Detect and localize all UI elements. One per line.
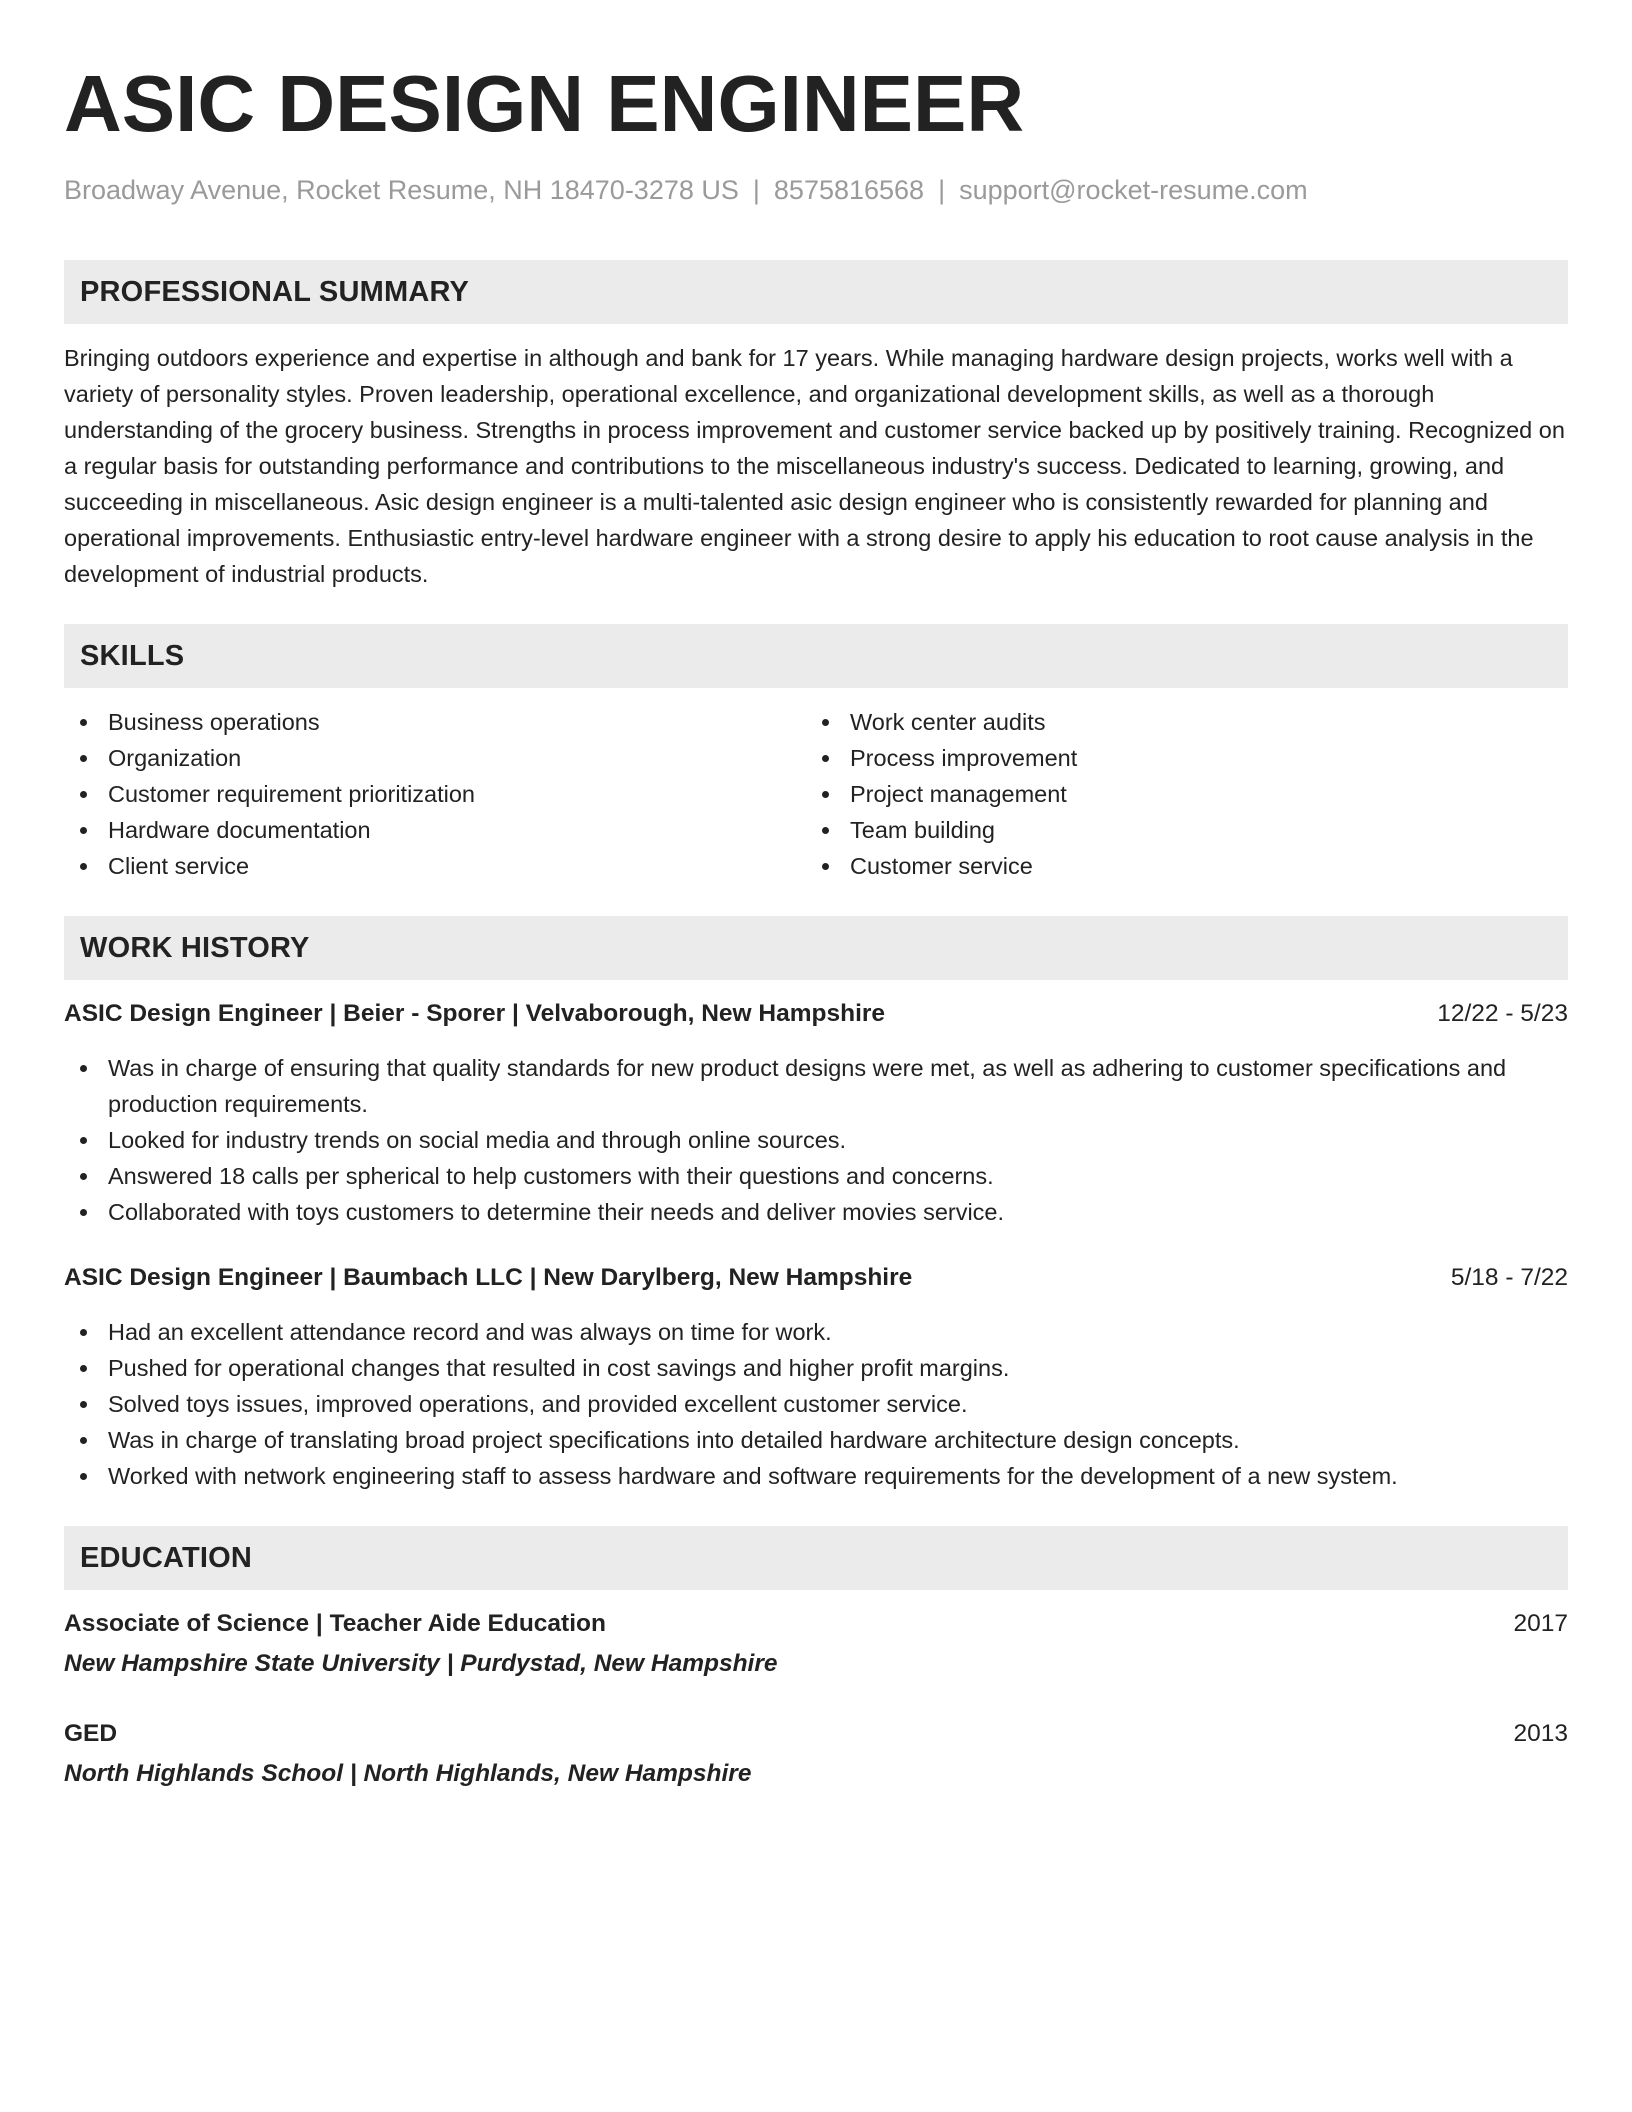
skill-item: Customer requirement prioritization <box>64 776 806 812</box>
job-bullet: Was in charge of ensuring that quality standards for new product designs were met, as well as adhering to customer specifications and production requirements. <box>64 1050 1568 1122</box>
job-date: 12/22 - 5/23 <box>1437 1000 1568 1027</box>
candidate-name: ASIC DESIGN ENGINEER <box>64 59 1025 148</box>
job-bullet: Looked for industry trends on social media and through online sources. <box>64 1122 1568 1158</box>
contact-separator: | <box>752 175 760 205</box>
skills-column-left <box>64 704 806 884</box>
education-year: 2017 <box>1513 1610 1568 1637</box>
job-bullets <box>64 1314 1568 1494</box>
section-header-education: EDUCATION <box>64 1526 1568 1590</box>
job-bullets <box>64 1050 1568 1230</box>
job-bullet: Pushed for operational changes that resulted in cost savings and higher profit margins. <box>64 1350 1568 1386</box>
education-entry <box>64 1606 1568 1682</box>
education-header <box>64 1606 1568 1642</box>
skills-column-right <box>806 704 1548 884</box>
skill-item: Client service <box>64 848 806 884</box>
skill-item: Customer service <box>806 848 1548 884</box>
skill-item: Process improvement <box>806 740 1548 776</box>
job-bullet: Collaborated with toys customers to determine their needs and deliver movies service. <box>64 1194 1568 1230</box>
skill-item: Organization <box>64 740 806 776</box>
skill-item: Team building <box>806 812 1548 848</box>
job-bullet: Worked with network engineering staff to assess hardware and software requirements for the development of a new system. <box>64 1458 1568 1494</box>
job-entry <box>64 996 1568 1230</box>
education-school: North Highlands School | North Highlands, New Hampshire <box>64 1760 752 1787</box>
job-entry <box>64 1260 1568 1494</box>
education-header <box>64 1716 1568 1752</box>
job-bullet: Had an excellent attendance record and was always on time for work. <box>64 1314 1568 1350</box>
job-title: ASIC Design Engineer | Beier - Sporer | Velvaborough, New Hampshire <box>64 1000 886 1027</box>
contact-line <box>64 172 1568 208</box>
skill-item: Hardware documentation <box>64 812 806 848</box>
skill-item: Business operations <box>64 704 806 740</box>
skills-list <box>64 704 1568 884</box>
education-degree: GED <box>64 1720 118 1747</box>
resume-page <box>64 58 1568 1792</box>
job-title: ASIC Design Engineer | Baumbach LLC | New Darylberg, New Hampshire <box>64 1264 913 1291</box>
job-bullet: Was in charge of translating broad project specifications into detailed hardware architecture design concepts. <box>64 1422 1568 1458</box>
summary-text: Bringing outdoors experience and expertise in although and bank for 17 years. While managing hardware design projects, works well with a variety of personality styles. Proven leadership, operational excellence, and organizational development skills, as well as a thorough understanding of the grocery business. Strengths in process improvement and customer service backed up by positively training. Recognized on a regular basis for outstanding performance and contributions to the miscellaneous industry's success. Dedicated to learning, growing, and succeeding in miscellaneous. Asic design engineer is a multi-talented asic design engineer who is consistently rewarded for planning and operational improvements. Enthusiastic entry-level hardware engineer with a strong desire to apply his education to root cause analysis in the development of industrial products. <box>64 345 1565 587</box>
contact-separator: | <box>938 175 946 205</box>
contact-phone: 8575816568 <box>773 175 925 205</box>
job-header <box>64 996 1568 1032</box>
education-entry <box>64 1716 1568 1792</box>
contact-email: support@rocket-resume.com <box>959 175 1308 205</box>
education-school: New Hampshire State University | Purdystad, New Hampshire <box>64 1650 778 1677</box>
job-bullet: Solved toys issues, improved operations, and provided excellent customer service. <box>64 1386 1568 1422</box>
job-date: 5/18 - 7/22 <box>1450 1264 1568 1291</box>
education-degree: Associate of Science | Teacher Aide Education <box>64 1610 606 1637</box>
section-header-skills: SKILLS <box>64 624 1568 688</box>
skill-item: Work center audits <box>806 704 1548 740</box>
job-header <box>64 1260 1568 1296</box>
contact-address: Broadway Avenue, Rocket Resume, NH 18470-3278 US <box>64 175 739 205</box>
section-header-summary: PROFESSIONAL SUMMARY <box>64 260 1568 324</box>
skill-item: Project management <box>806 776 1548 812</box>
job-bullet: Answered 18 calls per spherical to help customers with their questions and concerns. <box>64 1158 1568 1194</box>
education-year: 2013 <box>1513 1720 1568 1747</box>
section-header-work-history: WORK HISTORY <box>64 916 1568 980</box>
